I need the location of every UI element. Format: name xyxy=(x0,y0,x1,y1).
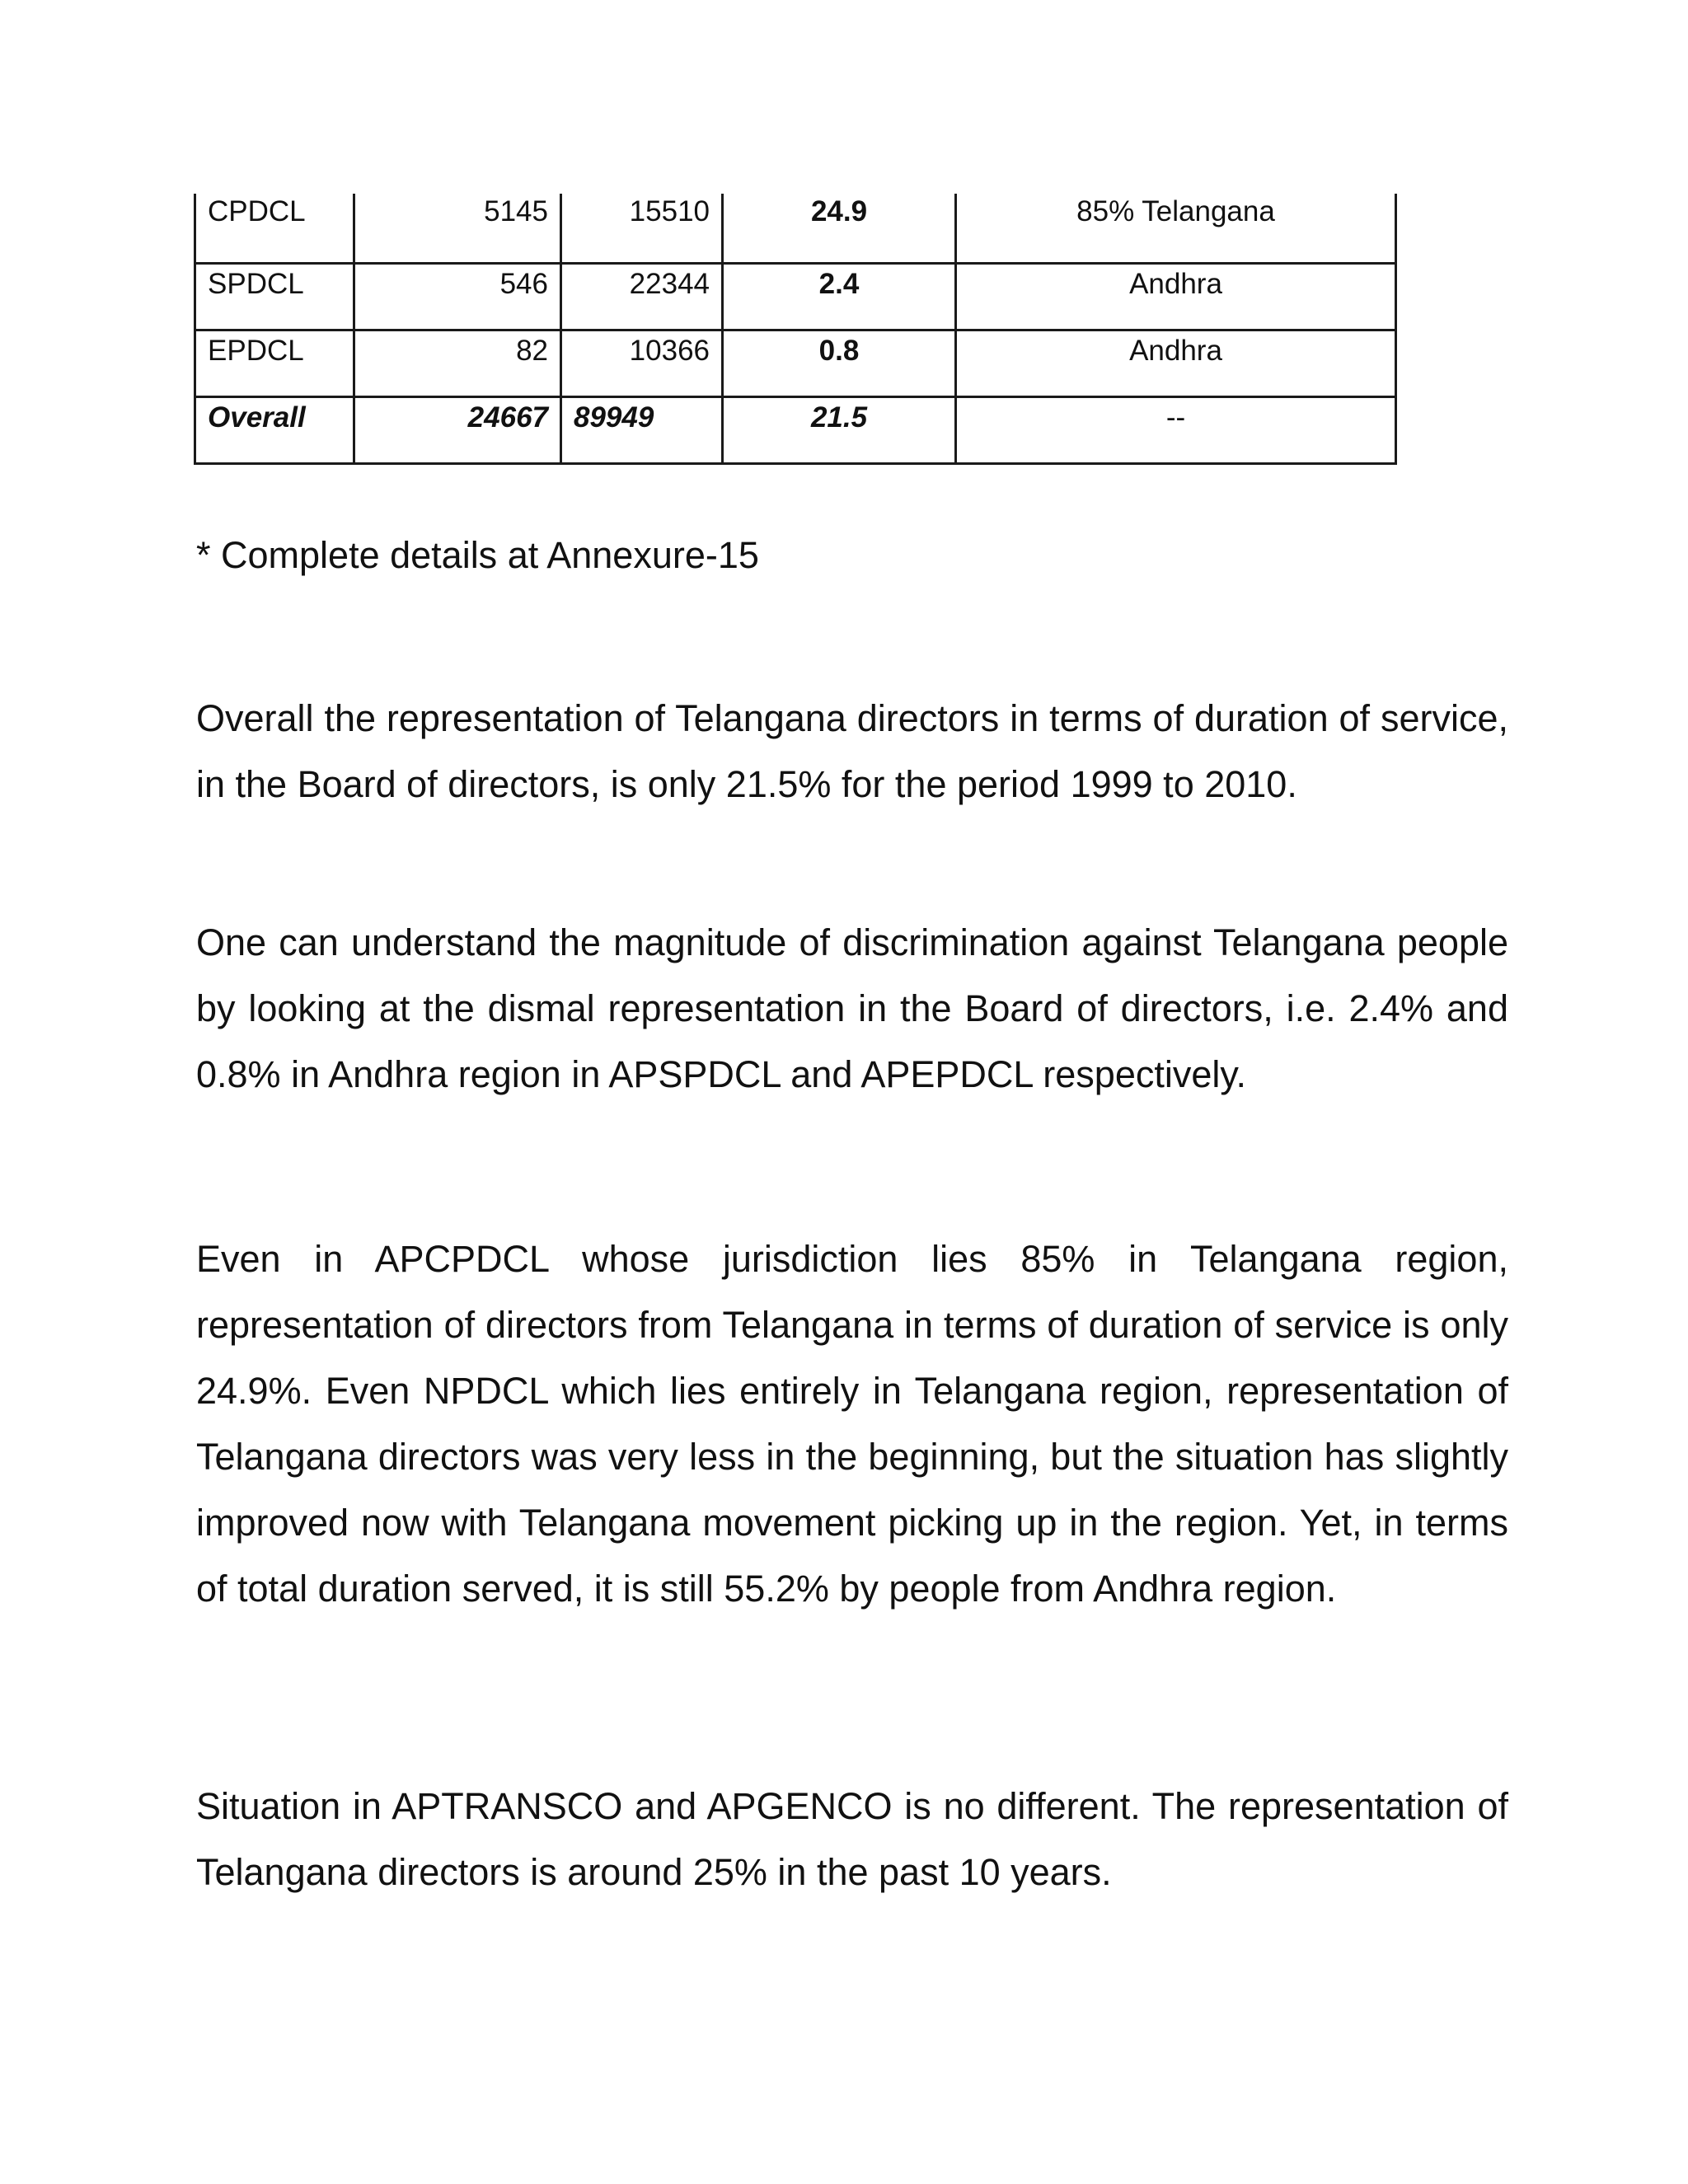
table-row xyxy=(195,194,1396,263)
telangana-days-cell: 82 xyxy=(354,330,561,396)
paragraph-aptransco: Situation in APTRANSCO and APGENCO is no different. The representation of Telangana directors is around 25% in the past 10 years. xyxy=(196,1785,1508,1893)
telangana-days-cell: 546 xyxy=(354,263,561,330)
company-cell: Overall xyxy=(195,396,354,463)
percent-cell: 0.8 xyxy=(723,330,956,396)
annexure-note: * Complete details at Annexure-15 xyxy=(196,534,759,576)
total-days-cell: 22344 xyxy=(561,263,723,330)
paragraph-apcpdcl: Even in APCPDCL whose jurisdiction lies 85% in Telangana region, representation of directors from Telangana in terms of duration of service is only 24.9%. Even NPDCL which lies entirely in Telangana region, representation of Telangana directors was very less in the beginning, but the situation has slightly improved now with Telangana movement picking up in the region. Yet, in terms of total duration served, it is still 55.2% by people from Andhra region. xyxy=(196,1238,1508,1610)
region-cell: Andhra xyxy=(956,263,1396,330)
paragraph-overall: Overall the representation of Telangana directors in terms of duration of service, in the Board of directors, is only 21.5% for the period 1999 to 2010. xyxy=(196,697,1508,805)
percent-cell: 24.9 xyxy=(723,194,956,263)
table-row xyxy=(195,330,1396,396)
telangana-days-cell: 5145 xyxy=(354,194,561,263)
region-cell: Andhra xyxy=(956,330,1396,396)
company-cell: EPDCL xyxy=(195,330,354,396)
percent-cell: 21.5 xyxy=(723,396,956,463)
directors-representation-table xyxy=(194,194,1397,465)
total-days-cell: 15510 xyxy=(561,194,723,263)
paragraph-discrimination: One can understand the magnitude of discrimination against Telangana people by looking at the dismal representation in the Board of directors, i.e. 2.4% and 0.8% in Andhra region in APSPDCL and APEPDCL respectively. xyxy=(196,921,1508,1095)
company-cell: SPDCL xyxy=(195,263,354,330)
telangana-days-cell: 24667 xyxy=(354,396,561,463)
total-days-cell: 89949 xyxy=(561,396,723,463)
table-row-overall xyxy=(195,396,1396,463)
percent-cell: 2.4 xyxy=(723,263,956,330)
total-days-cell: 10366 xyxy=(561,330,723,396)
table-row xyxy=(195,263,1396,330)
region-cell: -- xyxy=(956,396,1396,463)
company-cell: CPDCL xyxy=(195,194,354,263)
region-cell: 85% Telangana xyxy=(956,194,1396,263)
